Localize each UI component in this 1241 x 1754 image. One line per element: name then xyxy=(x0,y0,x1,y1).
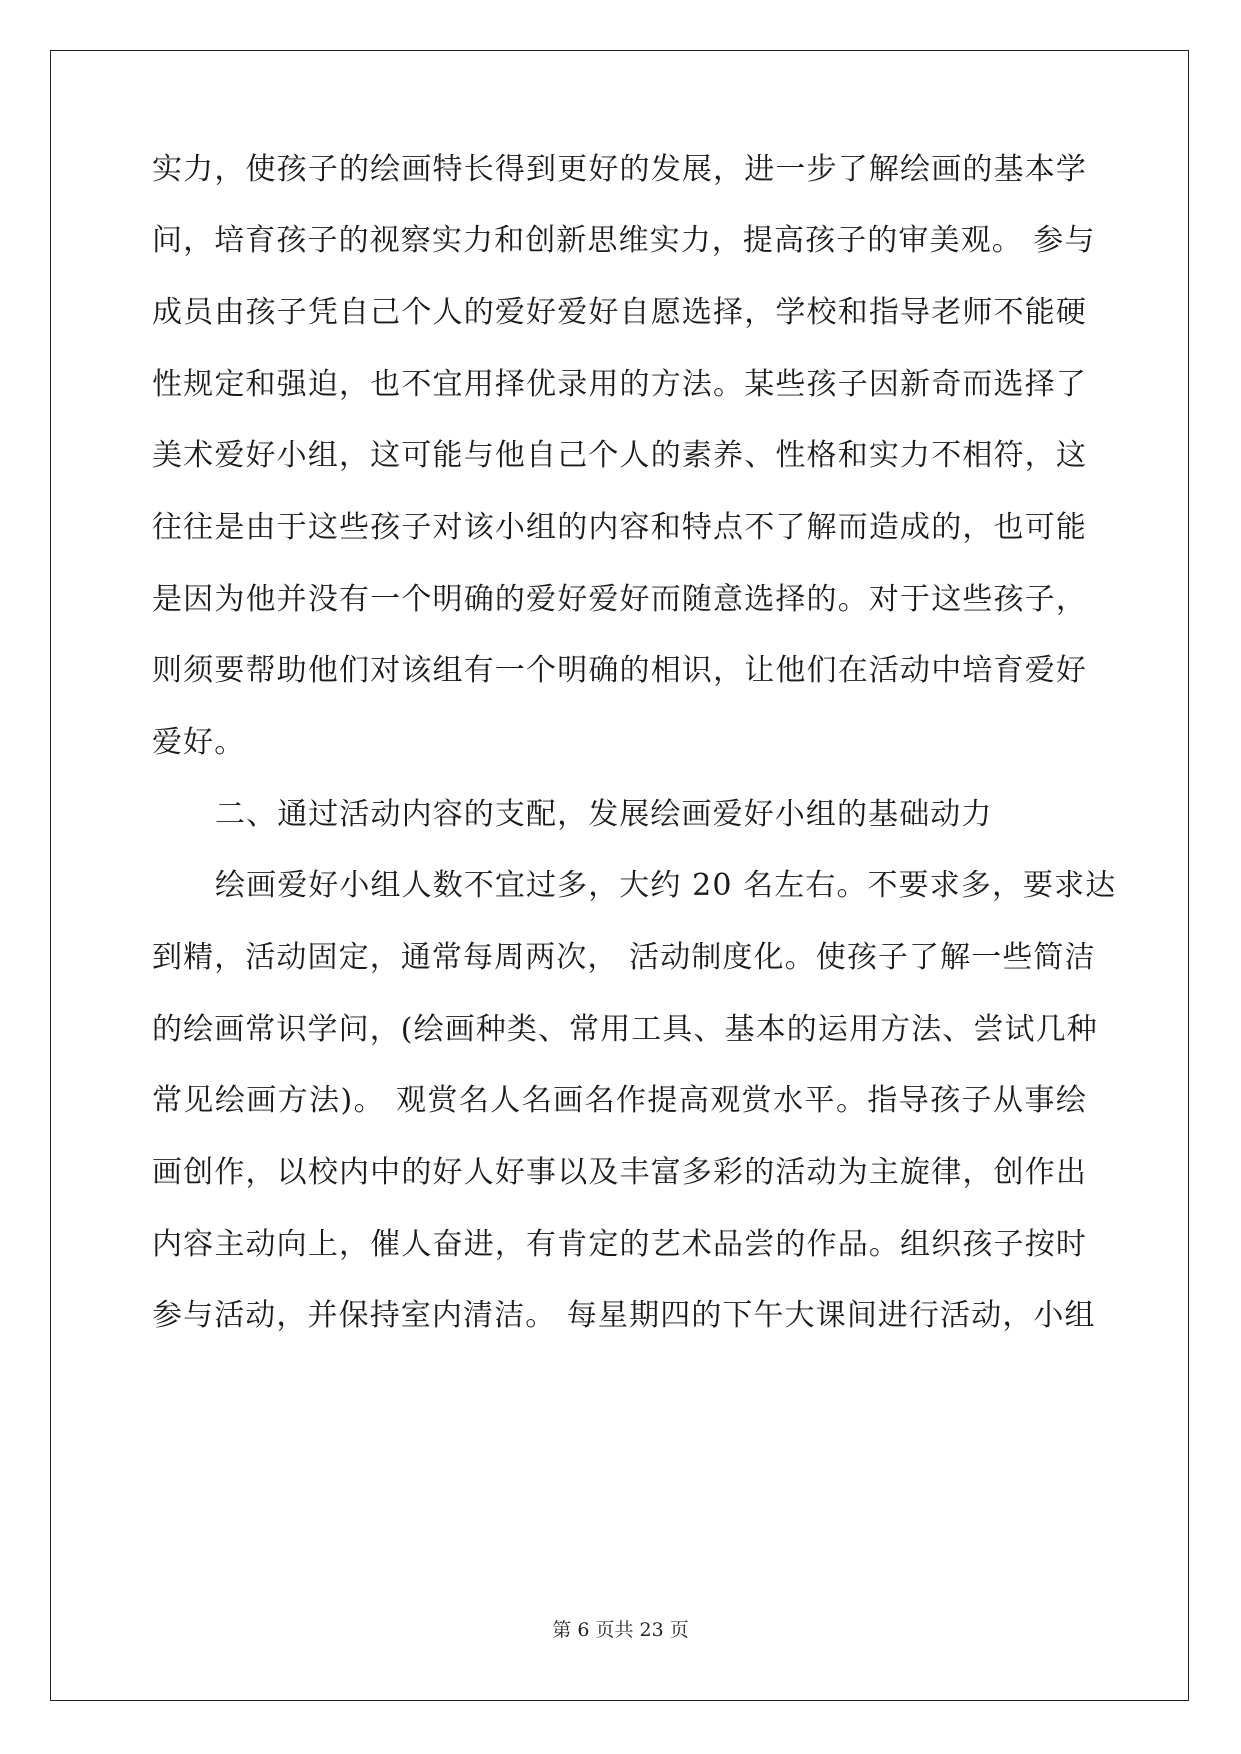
body-line: 爱好。 xyxy=(152,725,246,760)
body-line: 画创作，以校内中的好人好事以及丰富多彩的活动为主旋律，创作出 xyxy=(152,1155,1087,1190)
body-line: 是因为他并没有一个明确的爱好爱好而随意选择的。对于这些孩子， xyxy=(152,582,1087,617)
body-line: 参与活动，并保持室内清洁。 每星期四的下午大课间进行活动，小组 xyxy=(152,1298,1096,1333)
page-footer xyxy=(0,1618,1241,1642)
page-number: 第 6 页 xyxy=(552,1619,615,1641)
body-line: 美术爱好小组，这可能与他自己个人的素养、性格和实力不相符，这 xyxy=(152,438,1087,473)
body-line: 实力，使孩子的绘画特长得到更好的发展，进一步了解绘画的基本学 xyxy=(152,152,1087,187)
body-line: 问，培育孩子的视察实力和创新思维实力，提高孩子的审美观。 参与 xyxy=(152,223,1096,258)
body-line: 成员由孩子凭自己个人的爱好爱好自愿选择，学校和指导老师不能硬 xyxy=(152,295,1087,330)
body-line: 则须要帮助他们对该组有一个明确的相识，让他们在活动中培育爱好 xyxy=(152,653,1087,688)
body-line: 内容主动向上，催人奋进，有肯定的艺术品尝的作品。组织孩子按时 xyxy=(152,1227,1087,1262)
body-line: 到精，活动固定，通常每周两次， 活动制度化。使孩子了解一些简洁 xyxy=(152,940,1096,975)
body-line: 性规定和强迫，也不宜用择优录用的方法。某些孩子因新奇而选择了 xyxy=(152,367,1087,402)
body-line: 的绘画常识学问，(绘画种类、常用工具、基本的运用方法、尝试几种 xyxy=(152,1012,1098,1047)
section-heading: 二、通过活动内容的支配，发展绘画爱好小组的基础动力 xyxy=(215,797,993,832)
body-line: 绘画爱好小组人数不宜过多，大约 20 名左右。不要求多，要求达 xyxy=(215,868,1117,903)
body-line: 往往是由于这些孩子对该小组的内容和特点不了解而造成的，也可能 xyxy=(152,510,1087,545)
body-line: 常见绘画方法)。 观赏名人名画名作提高观赏水平。指导孩子从事绘 xyxy=(152,1083,1087,1118)
page-total: 共 23 页 xyxy=(614,1619,689,1641)
